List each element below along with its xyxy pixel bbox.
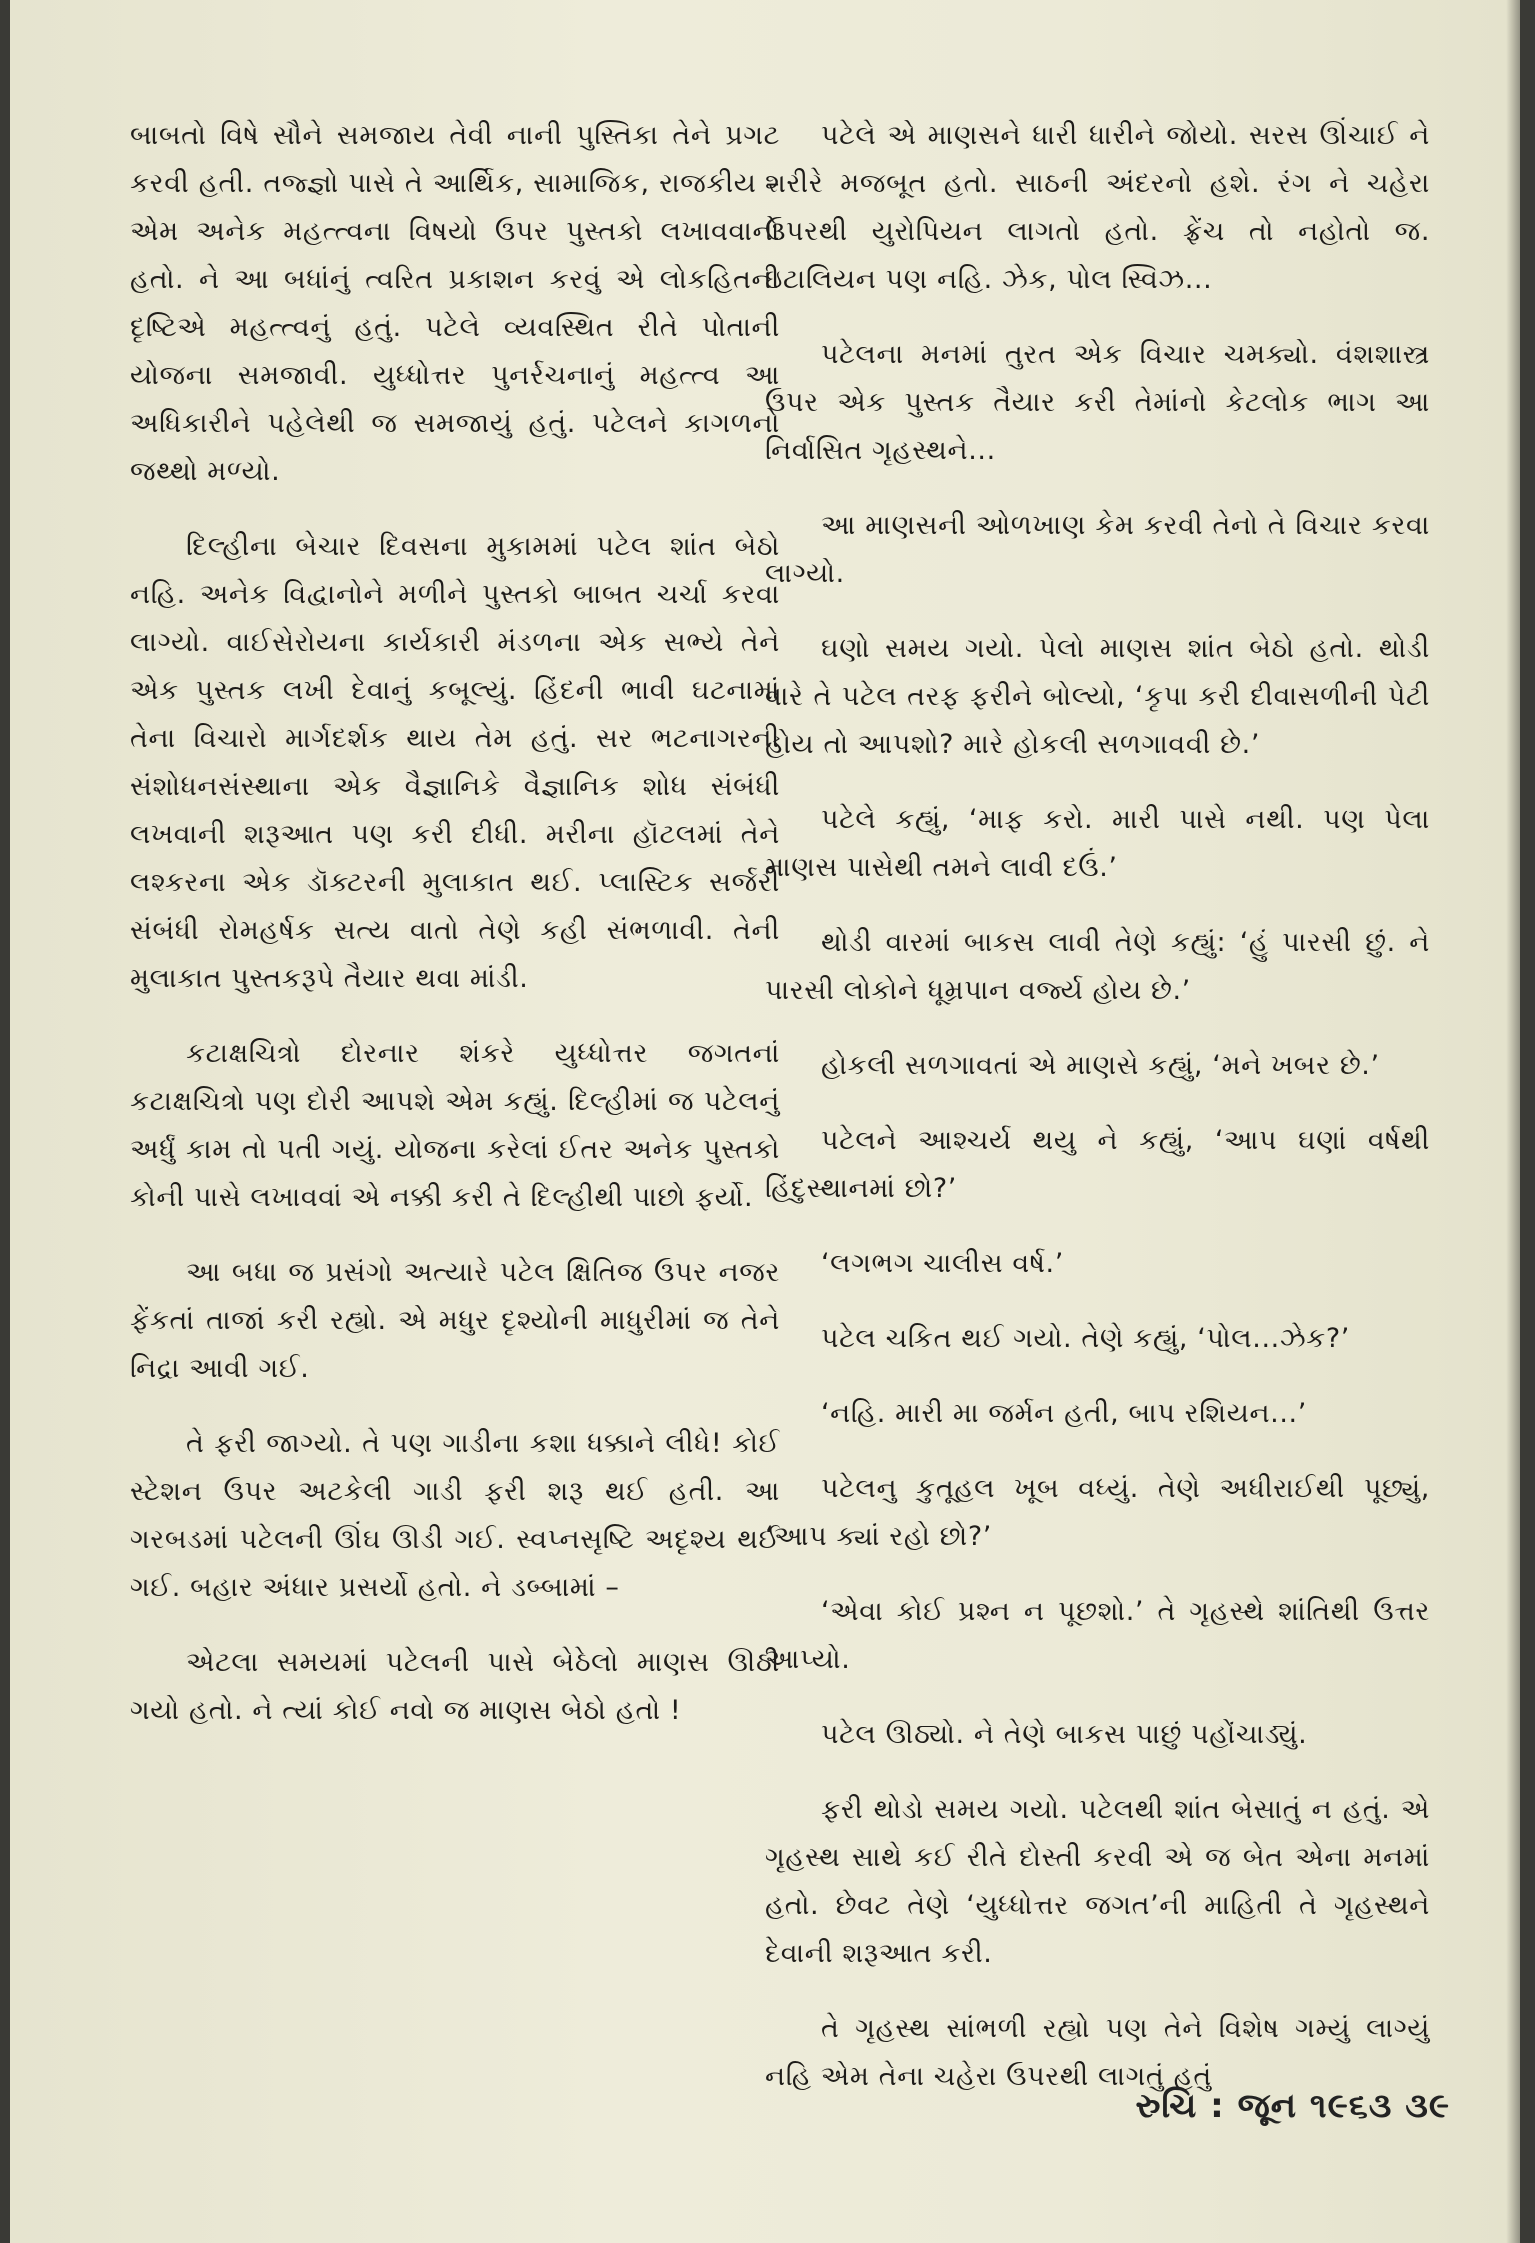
paragraph: ઘણો સમય ગયો. પેલો માણસ શાંત બેઠો હતો. થોડી વારે તે પટેલ તરફ ફરીને બોલ્યો, ‘કૃપા કરી દીવાસળીની પેટી હોય તો આપશો? મારે હોકલી સળગાવવી છે.’ [765,633,1430,760]
paragraph: પટેલનુ કુતૂહલ ખૂબ વધ્યું. તેણે અધીરાઈથી પૂછ્યું, ‘આપ ક્યાં રહો છો?’ [765,1473,1430,1552]
paragraph: ‘નહિ. મારી મા જર્મન હતી, બાપ રશિયન...’ [821,1398,1307,1429]
paragraph: ‘લગભગ ચાલીસ વર્ષ.’ [821,1248,1064,1279]
paragraph: પટેલ ઊઠ્યો. ને તેણે બાકસ પાછું પહોંચાડ્યું. [821,1719,1308,1750]
paragraph: હોકલી સળગાવતાં એ માણસે કહ્યું, ‘મને ખબર છે.’ [821,1050,1380,1081]
paragraph: બાબતો વિષે સૌને સમજાય તેવી નાની પુસ્તિકા તેને પ્રગટ કરવી હતી. તજ્જ્ઞો પાસે તે આર્થિક, સામાજિક, રાજકીય – એમ અનેક મહત્ત્વના વિષયો ઉપર પુસ્તકો લખાવવાનો હતો. ને આ બધાંનું ત્વરિત પ્રકાશન કરવું એ લોકહિતની દૃષ્ટિએ મહત્ત્વનું હતું. પટેલે વ્યવસ્થિત રીતે પોતાની યોજના સમજાવી. યુધ્ધોત્તર પુનર્રચનાનું મહત્ત્વ આ અધિકારીને પહેલેથી જ સમજાયું હતું. પટેલને કાગળનો જથ્થો મળ્યો. [130,120,780,487]
paragraph: પટેલના મનમાં તુરત એક વિચાર ચમક્યો. વંશશાસ્ત્ર ઉપર એક પુસ્તક તૈયાર કરી તેમાંનો કેટલોક ભાગ આ નિર્વાસિત ગૃહસ્થને... [765,339,1430,466]
paragraph: આ માણસની ઓળખાણ કેમ કરવી તેનો તે વિચાર કરવા લાગ્યો. [765,510,1430,589]
page-footer: રુચિ : જૂન ૧૯૬૩ ૩૯ [1135,2086,1450,2126]
left-column [130,112,780,1762]
paragraph: થોડી વારમાં બાકસ લાવી તેણે કહ્યું: ‘હું પારસી છું. ને પારસી લોકોને ધૂમ્રપાન વર્જ્ય હોય છે.’ [765,927,1430,1006]
paragraph: દિલ્હીના બેચાર દિવસના મુકામમાં પટેલ શાંત બેઠો નહિ. અનેક વિદ્વાનોને મળીને પુસ્તકો બાબત ચર્ચા કરવા લાગ્યો. વાઈસેરોયના કાર્યકારી મંડળના એક સભ્યે તેને એક પુસ્તક લખી દેવાનું કબૂલ્યું. હિંદની ભાવી ઘટનામાં તેના વિચારો માર્ગદર્શક થાય તેમ હતું. સર ભટનાગરની સંશોધનસંસ્થાના એક વૈજ્ઞાનિકે વૈજ્ઞાનિક શોધ સંબંધી લખવાની શરૂઆત પણ કરી દીધી. મરીના હૉટલમાં તેને લશ્કરના એક ડૉક્ટરની મુલાકાત થઈ. પ્લાસ્ટિક સર્જરી સંબંધી રોમહર્ષક સત્ય વાતો તેણે કહી સંભળાવી. તેની મુલાકાત પુસ્તકરૂપે તૈયાર થવા માંડી. [130,531,780,994]
paragraph: પટેલ ચકિત થઈ ગયો. તેણે કહ્યું, ‘પોલ...ઝેક?’ [821,1323,1350,1354]
paragraph: પટેલે એ માણસને ધારી ધારીને જોયો. સરસ ઊંચાઈ ને શરીરે મજબૂત હતો. સાઠની અંદરનો હશે. રંગ ને ચહેરા ઉપરથી યુરોપિયન લાગતો હતો. ફ્રેંચ તો નહોતો જ. ઇટાલિયન પણ નહિ. ઝેક, પોલ સ્વિઝ... [765,120,1430,295]
right-column [765,112,1430,2128]
page-edge-shadow [1506,0,1520,2243]
paragraph: તે ગૃહસ્થ સાંભળી રહ્યો પણ તેને વિશેષ ગમ્યું લાગ્યું નહિ એમ તેના ચહેરા ઉપરથી લાગતું હતું [765,2013,1430,2092]
paragraph: કટાક્ષચિત્રો દોરનાર શંકરે યુધ્ધોત્તર જગતનાં કટાક્ષચિત્રો પણ દોરી આપશે એમ કહ્યું. દિલ્હીમાં જ પટેલનું અર્ધું કામ તો પતી ગયું. યોજના કરેલાં ઈતર અનેક પુસ્તકો કોની પાસે લખાવવાં એ નક્કી કરી તે દિલ્હીથી પાછો ફર્યો. [130,1038,780,1213]
magazine-page [10,0,1520,2243]
paragraph: તે ફરી જાગ્યો. તે પણ ગાડીના કશા ધક્કાને લીધે! કોઈ સ્ટેશન ઉપર અટકેલી ગાડી ફરી શરૂ થઈ હતી. આ ગરબડમાં પટેલની ઊંઘ ઊડી ગઈ. સ્વપ્નસૃષ્ટિ અદૃશ્ય થઈ ગઈ. બહાર અંધાર પ્રસર્યો હતો. ને ડબ્બામાં – [130,1428,780,1603]
paragraph: આ બધા જ પ્રસંગો અત્યારે પટેલ ક્ષિતિજ ઉપર નજર ફેંકતાં તાજાં કરી રહ્યો. એ મધુર દૃશ્યોની માધુરીમાં જ તેને નિદ્રા આવી ગઈ. [130,1257,780,1384]
paragraph: પટેલે કહ્યું, ‘માફ કરો. મારી પાસે નથી. પણ પેલા માણસ પાસેથી તમને લાવી દઉં.’ [765,804,1430,883]
paragraph: ફરી થોડો સમય ગયો. પટેલથી શાંત બેસાતું ન હતું. એ ગૃહસ્થ સાથે કઈ રીતે દોસ્તી કરવી એ જ બેત એના મનમાં હતો. છેવટ તેણે ‘યુધ્ધોત્તર જગત’ની માહિતી તે ગૃહસ્થને દેવાની શરૂઆત કરી. [765,1794,1430,1969]
paragraph: ‘એવા કોઈ પ્રશ્ન ન પૂછશો.’ તે ગૃહસ્થે શાંતિથી ઉત્તર આપ્યો. [765,1596,1430,1675]
paragraph: પટેલને આશ્ચર્ય થયુ ને કહ્યું, ‘આપ ઘણાં વર્ષથી હિંદુસ્થાનમાં છો?’ [765,1125,1430,1204]
paragraph: એટલા સમયમાં પટેલની પાસે બેઠેલો માણસ ઊઠી ગયો હતો. ને ત્યાં કોઈ નવો જ માણસ બેઠો હતો ! [130,1647,780,1726]
